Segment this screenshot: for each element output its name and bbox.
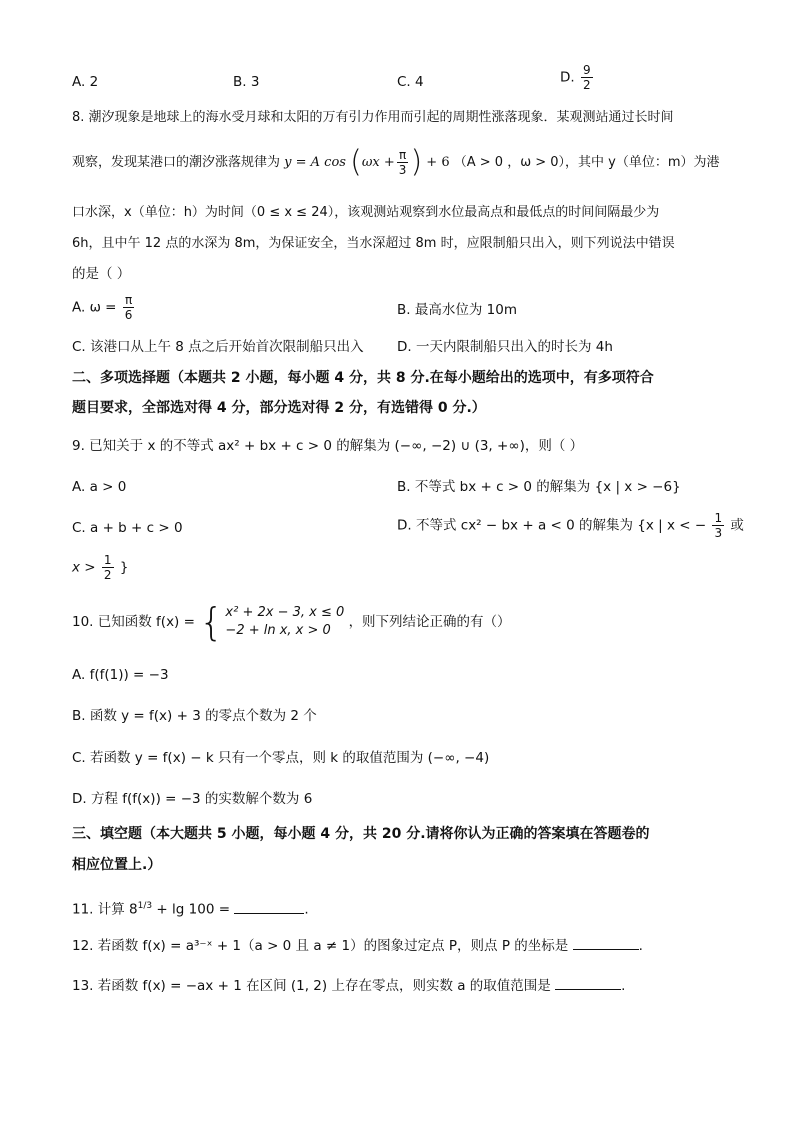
fraction-numerator: π	[125, 293, 133, 307]
fraction-denominator: 3	[398, 163, 407, 177]
q13-stem	[72, 975, 625, 996]
q8-stem-line4: 6h，且中午 12 点的水深为 8m，为保证安全，当水深超过 8m 时，应限制船只出入，则下列说法中错误	[72, 236, 675, 251]
q7-option-c[interactable]: C. 4	[397, 74, 424, 90]
q8-stem-line5: 的是（ ）	[72, 266, 131, 282]
section3-heading-line2: 相应位置上.）	[72, 857, 162, 873]
left-paren: (	[350, 144, 362, 180]
q8-stem-line2	[72, 144, 720, 180]
q8-option-c[interactable]: C. 该港口从上午 8 点之后开始首次限制船只出入	[72, 339, 364, 355]
q9-option-d-line2-fraction	[102, 553, 114, 582]
q9-option-d-suffix: 或	[730, 517, 744, 534]
q8-option-a-prefix: A. ω =	[72, 299, 117, 316]
q8-formula-b: ωx +	[361, 155, 395, 170]
q12-answer-blank[interactable]	[573, 935, 639, 950]
fraction-denominator: 2	[103, 568, 112, 582]
fraction-numerator: 1	[714, 511, 723, 525]
q11-prefix: 11. 计算 8	[72, 901, 138, 918]
q9-option-d[interactable]	[397, 511, 744, 540]
q8-stem-line1: 8. 潮汐现象是地球上的海水受月球和太阳的万有引力作用而引起的周期性涨落现象．某观测站通过长时间	[72, 110, 674, 125]
q7-option-a[interactable]: A. 2	[72, 74, 99, 90]
fraction-denominator: 2	[582, 78, 591, 92]
q8-option-a-fraction	[123, 293, 135, 322]
q11-exponent: 1/3	[137, 901, 153, 911]
q12-text: 12. 若函数 f(x) = a³⁻ˣ + 1（a > 0 且 a ≠ 1）的图象过定点 P，则点 P 的坐标是	[72, 938, 569, 954]
q7-option-d-fraction	[581, 63, 593, 92]
q10-stem	[72, 600, 511, 644]
fraction-numerator: 1	[103, 553, 112, 567]
q9-option-a[interactable]: A. a > 0	[72, 479, 127, 495]
q8-line2-text-a: 观察，发现某港口的潮汐涨落规律为	[72, 155, 281, 170]
q13-end: .	[621, 978, 626, 994]
q10-option-a[interactable]: A. f(f(1)) = −3	[72, 667, 169, 683]
q10-option-b[interactable]: B. 函数 y = f(x) + 3 的零点个数为 2 个	[72, 708, 317, 724]
q12-end: .	[638, 938, 643, 954]
q8-formula-a: y = A cos	[284, 155, 346, 170]
q13-text: 13. 若函数 f(x) = −ax + 1 在区间 (1, 2) 上存在零点，则实数 a 的取值范围是	[72, 978, 551, 994]
q11-stem	[72, 896, 309, 920]
q10-case-2: −2 + ln x, x > 0	[225, 623, 331, 638]
q12-stem	[72, 935, 643, 956]
q7-option-d[interactable]	[560, 63, 595, 92]
fraction-denominator: 6	[124, 308, 133, 322]
q8-option-b[interactable]: B. 最高水位为 10m	[397, 302, 517, 318]
q10-option-c[interactable]: C. 若函数 y = f(x) − k 只有一个零点，则 k 的取值范围为 (−∞, −4)	[72, 750, 490, 766]
fraction-numerator: π	[399, 148, 407, 162]
q9-option-d-line2	[72, 553, 128, 582]
q9-stem: 9. 已知关于 x 的不等式 ax² + bx + c > 0 的解集为 (−∞, −2) ∪ (3, +∞)，则（ ）	[72, 438, 584, 454]
q9-option-d-line2-suffix: }	[119, 559, 129, 576]
section2-heading-line2: 题目要求，全部选对得 4 分，部分选对得 2 分，有选错得 0 分.）	[72, 400, 486, 416]
q9-option-c[interactable]: C. a + b + c > 0	[72, 520, 183, 536]
q9-option-b[interactable]: B. 不等式 bx + c > 0 的解集为 {x | x > −6}	[397, 479, 681, 495]
q11-answer-blank[interactable]	[234, 899, 304, 914]
section3-heading-line1: 三、填空题（本大题共 5 小题，每小题 4 分，共 20 分.请将你认为正确的答案填在答题卷的	[72, 826, 650, 842]
q10-piecewise	[199, 600, 345, 644]
q8-line2-text-b: （A > 0 ，ω > 0），其中 y（单位：m）为港	[453, 155, 720, 170]
section2-heading-line1: 二、多项选择题（本题共 2 小题，每小题 4 分，共 8 分.在每小题给出的选项中，有多项符合	[72, 370, 654, 386]
q9-option-d-prefix: D. 不等式 cx² − bx + a < 0 的解集为 {x | x < −	[397, 517, 707, 534]
q10-option-d[interactable]: D. 方程 f(f(x)) = −3 的实数解个数为 6	[72, 791, 313, 807]
left-brace-icon: {	[199, 600, 224, 644]
q8-option-d[interactable]: D. 一天内限制船只出入的时长为 4h	[397, 339, 613, 355]
q8-pi-over-3	[397, 148, 409, 177]
q10-stem-suffix: ，则下列结论正确的有（）	[348, 614, 511, 630]
q10-case-1: x² + 2x − 3, x ≤ 0	[225, 605, 345, 620]
q8-option-a[interactable]	[72, 293, 136, 322]
q10-stem-prefix: 10. 已知函数 f(x) =	[72, 614, 195, 630]
fraction-denominator: 3	[714, 526, 723, 540]
q8-stem-line3: 口水深，x（单位：h）为时间（0 ≤ x ≤ 24），该观测站观察到水位最高点和最低点的时间间隔最少为	[72, 205, 660, 220]
q8-formula-c: + 6	[426, 155, 450, 170]
q11-end: .	[304, 901, 309, 918]
right-paren: )	[410, 144, 423, 180]
q7-option-b[interactable]: B. 3	[233, 74, 260, 90]
q11-suffix: + lg 100 =	[152, 901, 231, 918]
fraction-numerator: 9	[582, 63, 591, 77]
q7-option-d-prefix: D.	[560, 69, 575, 86]
q13-answer-blank[interactable]	[555, 975, 621, 990]
q9-option-d-line2-prefix: x >	[72, 559, 96, 576]
q9-option-d-fraction	[712, 511, 724, 540]
